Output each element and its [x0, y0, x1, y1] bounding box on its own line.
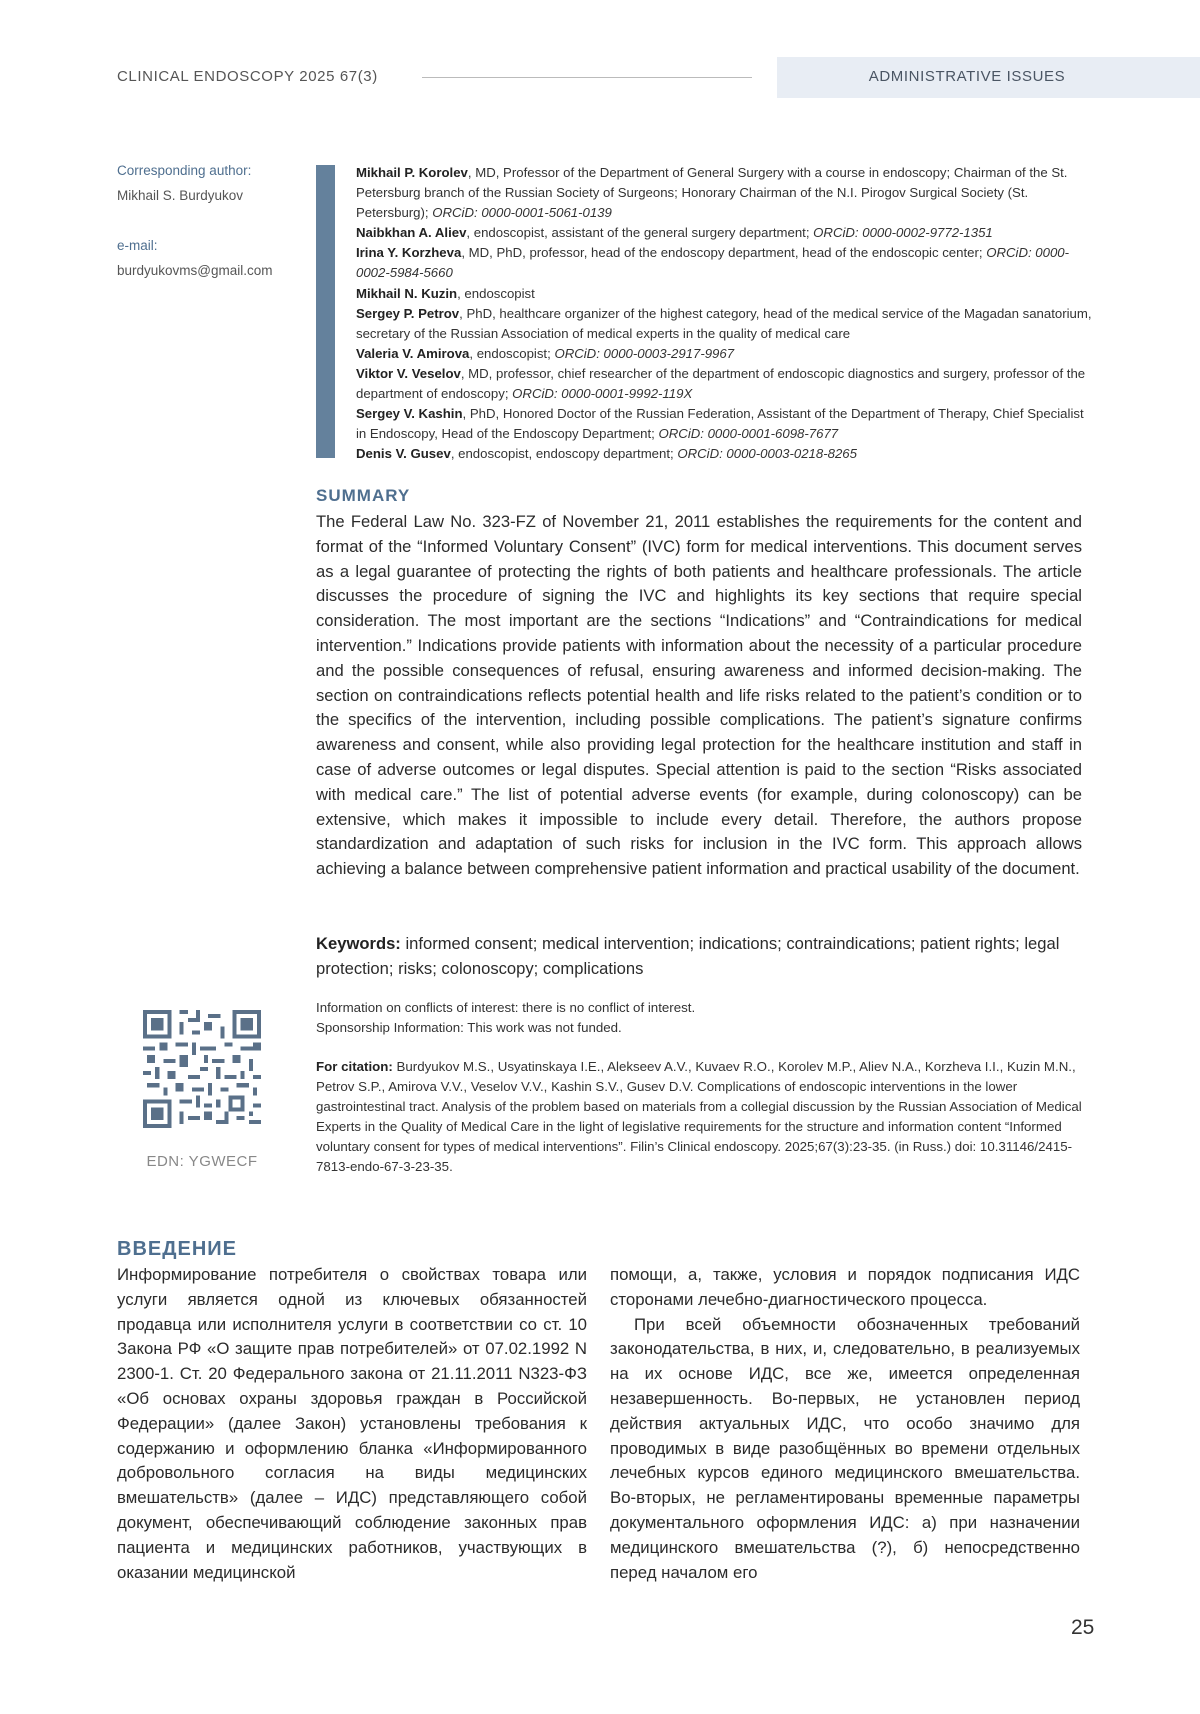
summary-heading: SUMMARY [316, 486, 411, 505]
author-orcid: ORCiD: 0000-0002-5984-5660 [356, 245, 1070, 281]
author-name: Denis V. Gusev [356, 446, 451, 462]
author-entry [356, 344, 1094, 364]
citation [316, 1057, 1096, 1177]
author-orcid: ORCiD: 0000-0001-6098-7677 [658, 426, 839, 442]
author-name: Sergey P. Petrov [356, 305, 460, 321]
body-column-left [117, 1263, 587, 1585]
author-entry [356, 304, 1094, 344]
author-entry [356, 404, 1094, 444]
author-orcid: ORCiD: 0000-0002-9772-1351 [813, 225, 993, 241]
author-desc: , MD, professor, chief researcher of the department of endoscopic diagnostics and surgery, professor of the department of endoscopy; [356, 365, 1086, 402]
author-name: Irina Y. Korzheva [356, 245, 462, 261]
conflict-of-interest: Information on conflicts of interest: there is no conflict of interest. [316, 1000, 696, 1015]
author-name: Mikhail N. Kuzin [356, 285, 458, 301]
author-affiliations [356, 163, 1094, 464]
author-desc: , endoscopist; [469, 345, 555, 361]
author-desc: , endoscopist, endoscopy department; [450, 446, 678, 462]
sponsorship-info: Sponsorship Information: This work was not funded. [316, 1020, 622, 1035]
keywords [316, 932, 1082, 982]
author-name: Naibkhan A. Aliev [356, 225, 467, 241]
author-desc: , PhD, Honored Doctor of the Russian Federation, Assistant of the Department of Therapy, Chief Specialist in Endoscopy, Head of the Endoscopy Department; [356, 406, 1084, 442]
author-entry [356, 163, 1094, 223]
author-orcid: ORCiD: 0000-0003-0218-8265 [677, 446, 857, 462]
author-orcid: ORCiD: 0000-0001-9992-119X [512, 386, 693, 402]
email-link[interactable]: burdyukovms@gmail.com [117, 263, 273, 278]
corresponding-author-label: Corresponding author: [117, 163, 252, 178]
author-entry [356, 243, 1094, 283]
author-orcid: ORCiD: 0000-0001-5061-0139 [432, 205, 612, 221]
author-name: Valeria V. Amirova [356, 345, 470, 361]
author-entry [356, 284, 1094, 304]
author-desc: , MD, PhD, professor, head of the endoscopy department, head of the endoscopic center; [461, 245, 987, 261]
author-desc: , endoscopist [457, 285, 535, 301]
header-rule [422, 77, 752, 78]
authors-accent-bar [316, 165, 335, 458]
summary-text: The Federal Law No. 323-FZ of November 21, 2011 establishes the requirements for the content and format of the “Informed Voluntary Consent” (IVC) form for medical interventions. This document serves as a legal guarantee of protecting the rights of both patients and healthcare professionals. The article discusses the procedure of signing the IVC and highlights its key sections that require special consideration. The most important are the sections “Indications” and “Contraindications for medical intervention.” Indications provide patients with information about the necessity of a particular procedure and the possible consequences of refusal, ensuring awareness and informed decision-making. The section on contraindications reflects potential health and life risks related to the patient’s condition or to the specifics of the intervention, including possible complications. The patient’s signature confirms awareness and consent, while also providing legal protection for the healthcare institution and staff in case of adverse outcomes or legal disputes. Special attention is paid to the section “Risks associated with medical care.” The list of potential adverse events (for example, during colonoscopy) can be extensive, which makes it impossible to include every detail. Therefore, the authors propose standardization and adaptation of such risks for inclusion in the IVC form. This approach allows achieving a balance between comprehensive patient information and practical usability of the document. [316, 512, 1082, 879]
author-orcid: ORCiD: 0000-0003-2917-9967 [554, 345, 735, 361]
email-label: e-mail: [117, 238, 158, 253]
qr-code-icon[interactable] [143, 1010, 261, 1128]
journal-title: CLINICAL ENDOSCOPY 2025 67(3) [117, 68, 378, 85]
citation-label: For citation: [316, 1059, 393, 1074]
author-name: Viktor V. Veselov [356, 365, 461, 381]
citation-text: Burdyukov M.S., Usyatinskaya I.E., Alekseev A.V., Kuvaev R.O., Korolev M.P., Aliev N.A., Korzheva I.I., Kuzin M.N., Petrov S.P., Amirova V.V., Veselov V.V., Kashin S.V., Gusev D.V. Complications of endoscopic interventions in the lower gastrointestinal tract. Analysis of the problem based on materials from a collegial discussion by the Russian Association of Medical Experts in the Quality of Medical Care in the light of legislative requirements for the structure and information content “Informed voluntary consent for types of medical interventions”. Filin’s Clinical endoscopy. 2025;67(3):23-35. (in Russ.) doi: 10.31146/2415-7813-endo-67-3-23-35. [316, 1059, 1082, 1174]
author-desc: , PhD, healthcare organizer of the highest category, head of the medical service of the Magadan sanatorium, secretary of the Russian Association of medical experts in the quality of medical care [356, 305, 1092, 341]
author-desc: , endoscopist, assistant of the general surgery department; [466, 225, 814, 241]
intro-heading: ВВЕДЕНИЕ [117, 1238, 237, 1260]
author-entry [356, 223, 1094, 243]
keywords-label: Keywords: [316, 934, 401, 953]
body-paragraph: Информирование потребителя о свойствах товара или услуги является одной из ключевых обязанностей продавца или исполнителя услуги в соответствии со ст. 10 Закона РФ «О защите прав потребителей» от 07.02.1992 N 2300-1. Ст. 20 Федерального закона от 21.11.2011 N323-ФЗ «Об основах охраны здоровья граждан в Российской Федерации» (далее Закон) установлены требования к содержанию и оформлению бланка «Информированного добровольного согласия на виды медицинских вмешательств» (далее – ИДС) представляющего собой документ, обеспечивающий соблюдение законных прав пациента и медицинских работников, участвующих в оказании медицинской [117, 1265, 587, 1582]
author-desc: , MD, Professor of the Department of General Surgery with a course in endoscopy; Chairman of the St. Petersburg branch of the Russian Society of Surgeons; Honorary Chairman of the N.I. Pirogov Surgical Society (St. Petersburg); [356, 165, 1068, 221]
keywords-list: informed consent; medical intervention; indications; contraindications; patient rights; legal protection; risks; colonoscopy; complications [316, 934, 1060, 978]
author-name: Sergey V. Kashin [356, 406, 463, 422]
edn-label: EDN: YGWECF [146, 1153, 258, 1170]
author-entry [356, 364, 1094, 404]
author-name: Mikhail P. Korolev [356, 165, 468, 180]
section-label: ADMINISTRATIVE ISSUES [868, 68, 1066, 85]
page-number: 25 [1071, 1616, 1095, 1639]
funding-info [316, 998, 1096, 1038]
body-paragraph: При всей объемности обозначенных требований законодательства, в них, и, следовательно, в реализуемых на их основе ИДС, все же, имеется определенная незавершенность. Во-первых, не установлен период действия актуальных ИДС, что особо значимо для проводимых в виде разобщённых во времени отдельных лечебных курсов единого медицинского вмешательства. Во-вторых, не регламентированы временные параметры документального оформления ИДС: а) при назначении медицинского вмешательства (?), б) непосредственно перед началом его [610, 1314, 1080, 1582]
body-column-right [610, 1263, 1080, 1585]
corresponding-author-name: Mikhail S. Burdyukov [117, 188, 244, 203]
body-paragraph: помощи, а, также, условия и порядок подписания ИДС сторонами лечебно-диагностического процесса. [610, 1265, 1080, 1309]
author-entry [356, 444, 1094, 464]
